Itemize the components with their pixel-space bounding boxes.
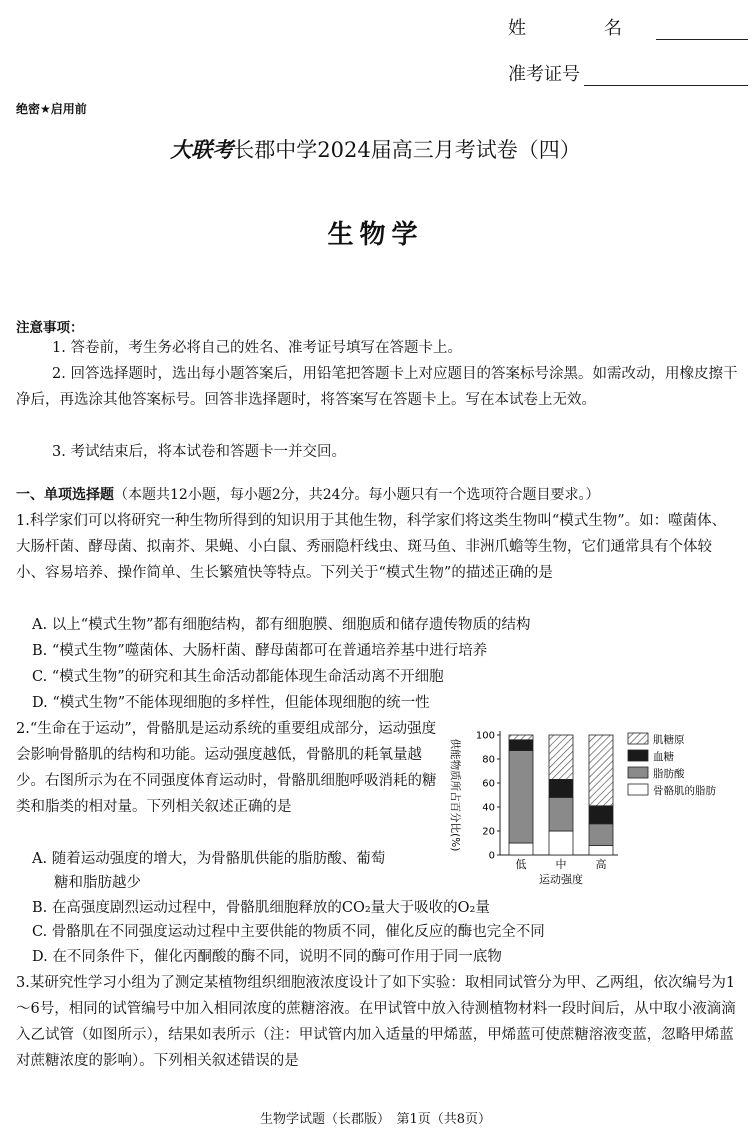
name-field-row xyxy=(508,14,748,40)
q3-stem: 3.某研究性学习小组为了测定某植物组织细胞液浓度设计了如下实验：取相同试管分为甲、乙两组，依次编号为1～6号，相同的试管编号中加入相同浓度的蔗糖溶液。在甲试管中放入待测植物材料一段时间后，从中取小液滴滴入乙试管（如图所示），结果如表所示（注：甲试管内加入适量的甲烯蓝，甲烯蓝可使蔗糖溶液变蓝，忽略甲烯蓝对蔗糖浓度的影响）。下列相关叙述错误的是 xyxy=(16,975,736,1069)
q1-option-d: D. “模式生物”不能体现细胞的多样性，但能体现细胞的统一性 xyxy=(32,695,430,711)
exam-id-label: 准考证号 xyxy=(508,64,580,85)
legend-label: 脂肪酸 xyxy=(653,768,685,780)
bar-segment xyxy=(509,735,533,740)
y-tick-label: 20 xyxy=(482,826,495,838)
legend-label: 肌糖原 xyxy=(653,734,685,746)
legend-label: 血糖 xyxy=(653,751,674,763)
legend-swatch xyxy=(628,784,648,795)
bar-segment xyxy=(549,779,573,797)
section-title: 一、单项选择题 xyxy=(16,487,114,503)
exam-id-field-row xyxy=(508,60,748,86)
x-tick-label: 低 xyxy=(515,858,527,871)
title-rest: 长郡中学2024届高三月考试卷（四） xyxy=(233,138,581,162)
bar-segment xyxy=(589,735,613,806)
q1-option-c: C. “模式生物”的研究和其生命活动都能体现生命活动离不开细胞 xyxy=(32,669,444,685)
notes-heading: 注意事项： xyxy=(16,320,84,336)
q2-option-a-line1: A. 随着运动强度的增大，为骨骼肌供能的脂肪酸、葡萄 xyxy=(32,851,386,867)
confidential-mark: 绝密★启用前 xyxy=(16,102,87,116)
note-item-1: 1. 答卷前，考生务必将自己的姓名、准考证号填写在答题卡上。 xyxy=(52,340,462,356)
q2-option-a-line2: 糖和脂肪越少 xyxy=(54,875,141,891)
bar-segment xyxy=(549,797,573,831)
legend-swatch xyxy=(628,767,648,778)
q2-option-d: D. 在不同条件下，催化丙酮酸的酶不同，说明不同的酶可作用于同一底物 xyxy=(32,949,502,965)
bar-segment xyxy=(549,735,573,779)
x-axis-label: 运动强度 xyxy=(539,873,583,886)
bar-segment xyxy=(589,845,613,855)
bar-segment xyxy=(589,824,613,846)
q1-option-a: A. 以上“模式生物”都有细胞结构，都有细胞膜、细胞质和储存遗传物质的结构 xyxy=(32,617,531,633)
title-brand: 大联考 xyxy=(170,137,234,162)
q1-option-b: B. “模式生物”噬菌体、大肠杆菌、酵母菌都可在普通培养基中进行培养 xyxy=(32,643,488,659)
exam-id-blank xyxy=(584,64,748,86)
q1-stem: 1.科学家们可以将研究一种生物所得到的知识用于其他生物，科学家们将这类生物叫“模式生物”。如：噬菌体、大肠杆菌、酵母菌、拟南芥、果蝇、小白鼠、秀丽隐杆线虫、斑马鱼、非洲爪蟾等生物，它们通常具有个体较小、容易培养、操作简单、生长繁殖快等特点。下列关于“模式生物”的描述正确的是 xyxy=(16,513,727,581)
note-item-3: 3. 考试结束后，将本试卷和答题卡一并交回。 xyxy=(52,444,346,460)
q2-stem: 2.“生命在于运动”，骨骼肌是运动系统的重要组成部分，运动强度会影响骨骼肌的结构和功能。运动强度越低，骨骼肌的耗氧量越少。右图所示为在不同强度体育运动时，骨骼肌细胞呼吸消耗的糖类和脂类的相对量。下列相关叙述正确的是 xyxy=(16,721,437,815)
y-tick-label: 0 xyxy=(488,850,495,862)
legend-swatch xyxy=(628,750,648,761)
y-tick-label: 80 xyxy=(482,754,495,766)
note-item-2: 2. 回答选择题时，选出每小题答案后，用铅笔把答题卡上对应题目的答案标号涂黑。如需改动，用橡皮擦干净后，再选涂其他答案标号。回答非选择题时，将答案写在答题卡上。写在本试卷上无效。 xyxy=(16,366,738,408)
exam-title xyxy=(0,134,751,164)
q2-option-b: B. 在高强度剧烈运动过程中，骨骼肌细胞释放的CO₂量大于吸收的O₂量 xyxy=(32,900,490,916)
bar-segment xyxy=(589,806,613,824)
page-footer: 生物学试题（长郡版） 第1页（共8页） xyxy=(259,1112,492,1127)
y-tick-label: 40 xyxy=(482,802,495,814)
energy-source-stacked-bar-chart xyxy=(438,723,738,893)
q2-option-c: C. 骨骼肌在不同强度运动过程中主要供能的物质不同，催化反应的酶也完全不同 xyxy=(32,924,545,940)
y-tick-label: 60 xyxy=(482,778,495,790)
section-heading xyxy=(16,484,600,504)
y-axis-label: 供能物质所占百分比(%) xyxy=(449,738,461,852)
x-tick-label: 高 xyxy=(595,858,607,871)
section-note: （本题共12小题，每小题2分，共24分。每小题只有一个选项符合题目要求。） xyxy=(114,487,600,503)
legend-swatch xyxy=(628,733,648,744)
name-label: 姓 名 xyxy=(508,18,652,39)
x-tick-label: 中 xyxy=(555,858,567,871)
bar-segment xyxy=(509,751,533,843)
subject-title: 生物学 xyxy=(327,220,424,250)
bar-segment xyxy=(509,740,533,751)
y-tick-label: 100 xyxy=(475,730,495,742)
bar-segment xyxy=(509,843,533,855)
name-blank xyxy=(656,18,748,40)
legend-label: 骨骼肌的脂肪 xyxy=(653,785,716,797)
bar-segment xyxy=(549,831,573,855)
